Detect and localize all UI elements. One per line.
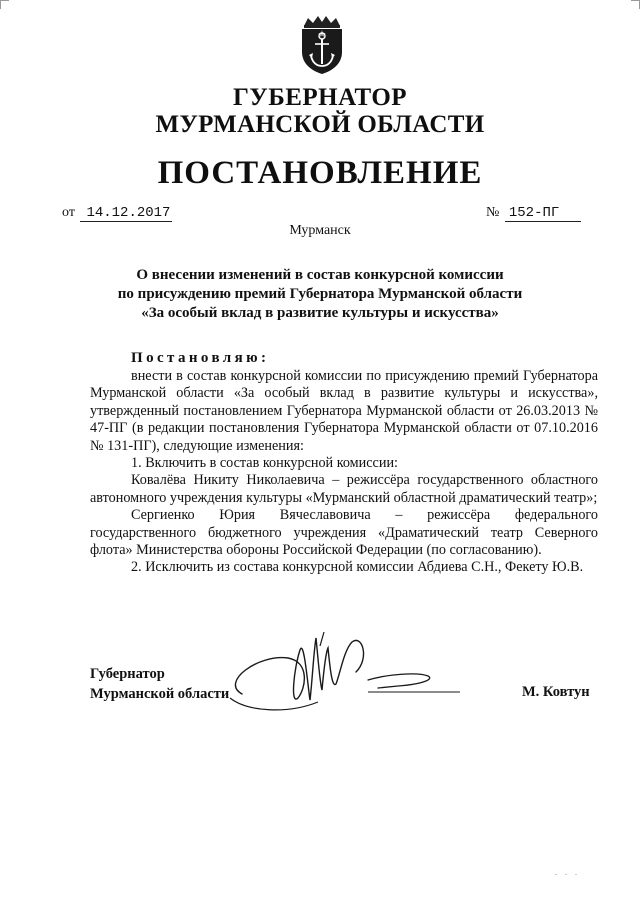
date-prefix: от (62, 205, 75, 220)
list-item: 2. Исключить из состава конкурсной комиссии Абдиева С.Н., Фекету Ю.В. (131, 559, 584, 576)
position-line: Губернатор (90, 666, 165, 682)
body-paragraph: Сергиенко Юрия Вячеславовича – режиссёра федерального государственного бюджетного учреждения «Драматический театр Северного флота» Министерства обороны Российской Федерации (по согласованию). (90, 507, 598, 559)
number-field (486, 205, 581, 222)
document-type-heading: ПОСТАНОВЛЕНИЕ (157, 155, 483, 191)
scan-corner-mark (631, 0, 640, 9)
scan-corner-mark (0, 0, 9, 9)
handwritten-signature (228, 628, 478, 718)
governor-title-line1: ГУБЕРНАТОР (232, 84, 408, 111)
title-line: О внесении изменений в состав конкурсной комиссии (136, 267, 504, 283)
coat-of-arms-icon (296, 14, 348, 76)
number-value: 152-ПГ (505, 205, 581, 222)
title-line: по присуждению премий Губернатора Мурманской области (117, 286, 523, 302)
governor-title-line2: МУРМАНСКОЙ ОБЛАСТИ (155, 111, 485, 138)
city-name: Мурманск (289, 223, 351, 238)
list-item: 1. Включить в состав конкурсной комиссии: (131, 455, 398, 472)
signatory-position (90, 664, 229, 704)
title-line: «За особый вклад в развитие культуры и искусства» (141, 305, 499, 321)
document-body (90, 368, 598, 577)
body-paragraph: внести в состав конкурсной комиссии по присуждению премий Губернатора Мурманской области «За особый вклад в развитие культуры и искусства», утвержденный постановлением Губернатора Мурманской области от 26.03.2013 № 47-ПГ (в редакции постановления Губернатора Мурманской области от 07.10.2016 № 131-ПГ), следующие изменения: (90, 368, 598, 454)
scan-noise: . . . (555, 868, 580, 877)
date-field (62, 205, 172, 222)
date-value: 14.12.2017 (80, 205, 172, 222)
number-prefix: № (486, 205, 500, 220)
signatory-name: М. Ковтун (522, 684, 590, 700)
position-line: Мурманской области (90, 686, 230, 702)
resolve-word: Постановляю: (131, 350, 270, 366)
body-paragraph: Ковалёва Никиту Николаевича – режиссёра государственного областного автономного учреждения культуры «Мурманский областной драматический театр»; (90, 472, 598, 506)
document-title (100, 266, 540, 323)
